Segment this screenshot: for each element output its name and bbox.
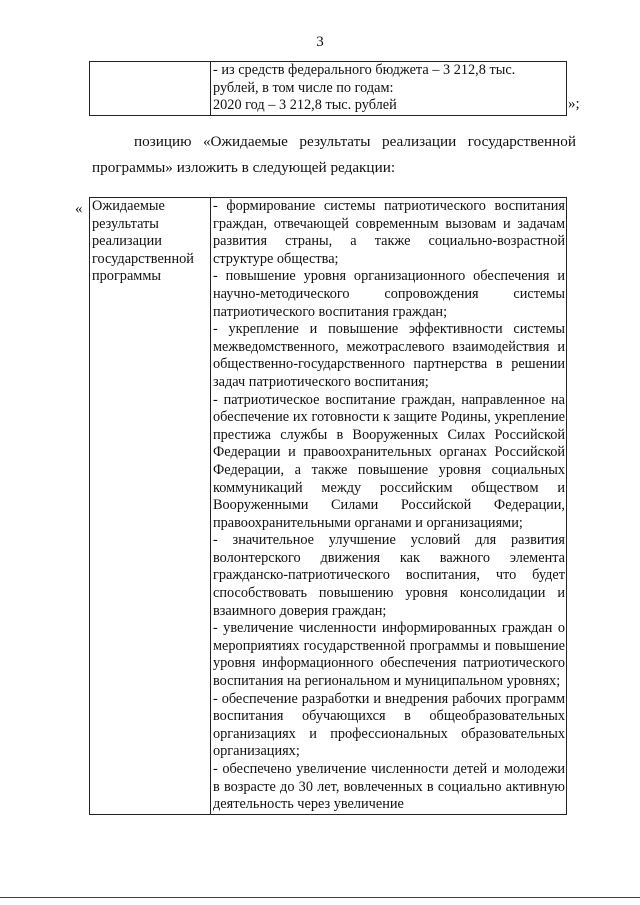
financing-line: - из средств федерального бюджета – 3 212,8 тыс. — [213, 62, 516, 78]
position-name-line: программы — [92, 268, 162, 285]
financing-value-cell — [211, 62, 567, 116]
result-item: - обеспечение разработки и внедрения рабочих программ воспитания обучающихся в общеобразовательных организациях и профессиональных образовательных организациях; — [213, 690, 565, 760]
position-name-cell — [90, 198, 211, 815]
expected-results-table — [89, 197, 567, 815]
result-item: - укрепление и повышение эффективности системы межведомственного, межотраслевого взаимодействия и общественно-государственного партнерства в решении задач патриотического воспитания; — [213, 321, 565, 390]
result-item: - формирование системы патриотического воспитания граждан, отвечающей современным вызовам и задачам развития страны, а также социально-возрастной структуре общества; — [213, 198, 565, 267]
results-cell — [211, 198, 567, 815]
position-name-line: реализации — [92, 233, 162, 250]
position-name-line: государственной — [92, 250, 194, 267]
position-name-line: Ожидаемые — [92, 198, 165, 214]
result-item: - значительное улучшение условий для развития волонтерского движения как важного элемента гражданско-патриотического воспитания, что будет способствовать повышению уровня консолидации и взаимного доверия граждан; — [213, 532, 565, 619]
result-item: - патриотическое воспитание граждан, направленное на обеспечение их готовности к защите Родины, укрепление престижа службы в Вооруженных Силах Российской Федерации и правоохранительных органах Российской Федерации, а также повышение уровня социальных коммуникаций между российским обществом и Вооруженными Силами Российской Федерации, правоохранительными органами и организациями; — [213, 391, 565, 531]
position-name-line: результаты — [92, 215, 159, 232]
financing-line: 2020 год – 3 212,8 тыс. рублей — [213, 97, 397, 114]
closing-quote: »; — [568, 96, 580, 112]
result-item: - повышение уровня организационного обеспечения и научно-методического сопровождения системы патриотического воспитания граждан; — [213, 268, 565, 320]
result-item: - обеспечено увеличение численности детей и молодежи в возрасте до 30 лет, вовлеченных в социально активную деятельность через увеличение — [213, 761, 565, 813]
result-item: - увеличение численности информированных граждан о мероприятиях государственной программы и повышение уровня информационного обеспечения патриотического воспитания на региональном и муниципальном уровнях; — [213, 620, 565, 690]
page-bottom-rule — [0, 897, 640, 898]
financing-label-cell — [90, 62, 211, 116]
financing-table-fragment — [89, 61, 567, 116]
opening-quote: « — [75, 201, 83, 217]
page-number: 3 — [316, 34, 324, 50]
amendment-paragraph: позицию «Ожидаемые результаты реализации государственной программы» изложить в следующей редакции: — [92, 133, 576, 176]
financing-line: рублей, в том числе по годам: — [213, 79, 394, 96]
